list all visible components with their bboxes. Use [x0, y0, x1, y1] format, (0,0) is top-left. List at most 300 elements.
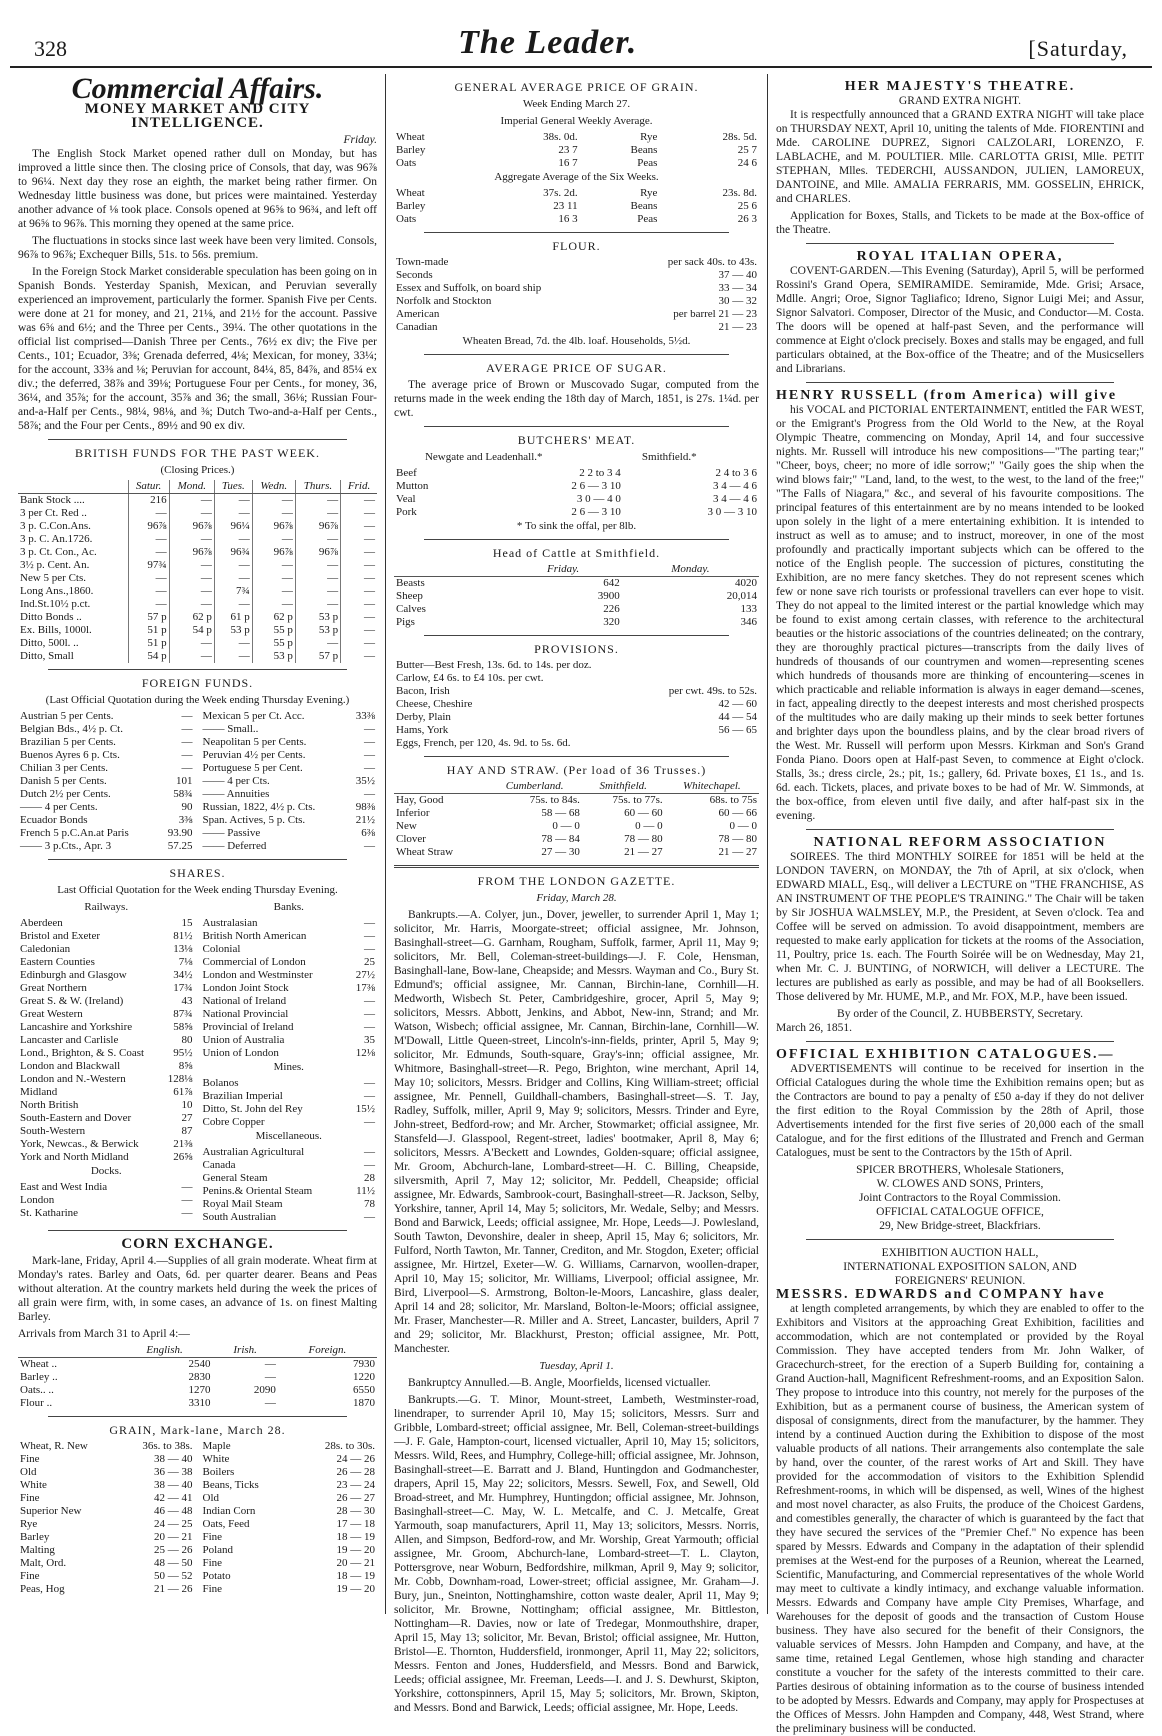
table-cell: — — [295, 585, 340, 598]
share-row — [18, 1194, 195, 1207]
table-cell: — — [128, 572, 169, 585]
table-cell: — — [252, 598, 295, 611]
provision-row — [394, 711, 759, 724]
foreign-fund-row — [201, 723, 378, 736]
money-market-para: The fluctuations in stocks since last week have been very limited. Consols, 96⅞ to 96⅞; Exchequer Bills, 51s. to 56s. premium. — [18, 235, 377, 261]
table-cell: 13⅛ — [173, 943, 193, 955]
table-cell: 54 p — [128, 650, 169, 663]
table-header-cell: Whitechapel. — [665, 780, 759, 794]
table-cell: 28s. to 30s. — [324, 1440, 375, 1452]
share-row — [18, 1151, 195, 1164]
table-cell: 58 — 68 — [541, 807, 580, 819]
table-header-cell — [18, 1344, 117, 1358]
grain-row — [201, 1453, 378, 1466]
table-cell: 87¾ — [173, 1008, 193, 1020]
table-cell: 23 7 — [558, 144, 578, 156]
row-label: —— Passive — [202, 827, 261, 839]
share-row — [201, 1172, 378, 1185]
gazette-date: Friday, March 28. — [536, 892, 617, 904]
table-cell: — — [341, 520, 377, 533]
row-label: Poland — [202, 1544, 234, 1556]
table-cell: 3⅜ — [178, 814, 193, 826]
money-market-para: The English Stock Market opened rather dull on Monday, but has improved a little since then. The closing price of Consols, that day, was 96⅞ to 96¼. Next day they rose an eighth, the market being rather firmer. On Wednesday little business was done, but prices were maintained. Yesterday another advance of ⅛ took place. Consols opened at 96⅝ to 96¾, and left off at 96⅝ to 96⅞. This morning they opened at the same price. — [18, 148, 377, 230]
grain-row — [18, 1440, 195, 1453]
fund-row — [18, 585, 377, 598]
table-cell: — — [364, 1021, 375, 1033]
table-cell: — — [264, 1358, 276, 1370]
table-cell: 6550 — [353, 1384, 375, 1396]
row-label: 3½ p. Cent. An. — [20, 559, 90, 571]
ad-line: FOREIGNERS' REUNION. — [894, 1275, 1026, 1287]
grain-row — [201, 1466, 378, 1479]
ad-subtitle: GRAND EXTRA NIGHT. — [898, 95, 1022, 107]
ad-line: SPICER BROTHERS, Wholesale Stationers, — [856, 1164, 1064, 1176]
row-label: Beans, Ticks — [202, 1479, 259, 1491]
grain-row — [18, 1544, 195, 1557]
row-label: London and N.-Western — [20, 1073, 126, 1085]
table-cell: 28 — 30 — [336, 1505, 375, 1517]
ad-her-majestys-theatre — [776, 80, 1144, 237]
grain-average-row — [394, 131, 759, 144]
table-cell: — — [128, 546, 169, 559]
arrival-row — [18, 1397, 377, 1410]
shares-group-title: Railways. — [84, 901, 129, 913]
table-header-cell — [394, 563, 504, 577]
foreign-fund-row — [18, 775, 195, 788]
grain-row — [201, 1479, 378, 1492]
row-label: Clover — [396, 833, 426, 845]
corn-exchange-heading: CORN EXCHANGE. — [121, 1236, 274, 1252]
table-cell: — — [341, 572, 377, 585]
table-cell: 7⅛ — [178, 956, 193, 968]
sugar-text: The average price of Brown or Muscovado Sugar, computed from the returns made in the week ending the 18th day of March, 1851, is 27s. 1¼d. per cwt. — [394, 379, 759, 419]
row-label: York and North Midland — [20, 1151, 129, 1163]
arrival-row — [18, 1384, 377, 1397]
table-cell: 18 — 19 — [336, 1570, 375, 1582]
share-row — [201, 1211, 378, 1224]
table-cell: — — [364, 943, 375, 955]
table-cell: 33⅜ — [355, 710, 375, 722]
table-cell: — — [169, 533, 214, 546]
table-cell: 16 3 — [558, 213, 578, 225]
grain-row — [18, 1570, 195, 1583]
row-label: —— Small.. — [202, 723, 259, 735]
row-label: Brazilian 5 per Cents. — [20, 736, 116, 748]
row-label: Fine — [20, 1492, 40, 1504]
table-cell: 21 — 27 — [718, 846, 757, 858]
grain-six-weeks-table — [394, 187, 759, 226]
divider — [48, 669, 347, 670]
shares-railways — [18, 917, 195, 1164]
table-cell: Peas — [637, 157, 658, 169]
grain-average-row — [394, 144, 759, 157]
table-cell: — — [181, 762, 193, 774]
table-cell: 96⅞ — [252, 546, 295, 559]
table-cell: — — [181, 710, 193, 722]
divider — [806, 1041, 1114, 1042]
table-cell: 57 p — [128, 611, 169, 624]
table-cell: 95½ — [173, 1047, 193, 1059]
table-header-cell: Friday. — [504, 563, 621, 577]
table-cell: — — [341, 637, 377, 650]
ad-signature: By order of the Council, Z. HUBBERSTY, Secretary. — [837, 1008, 1083, 1020]
table-cell: 20 — 21 — [154, 1531, 193, 1543]
table-cell: 1870 — [353, 1397, 375, 1409]
row-label: Barley — [396, 200, 426, 212]
table-cell: — — [252, 533, 295, 546]
table-header-cell: Irish. — [212, 1344, 277, 1358]
table-cell: 16 7 — [558, 157, 578, 169]
row-label: Union of London — [202, 1047, 279, 1059]
grain-row — [201, 1557, 378, 1570]
foreign-fund-row — [201, 840, 378, 853]
table-cell: 21 — 26 — [154, 1583, 193, 1595]
share-row — [18, 1086, 195, 1099]
table-cell: — — [364, 762, 375, 774]
share-row — [201, 1077, 378, 1090]
row-label: Provincial of Ireland — [202, 1021, 294, 1033]
row-label: Span. Actives, 5 p. Cts. — [202, 814, 306, 826]
table-cell: 38s. 0d. — [543, 131, 578, 143]
row-label: Beef — [396, 467, 417, 479]
share-row — [18, 930, 195, 943]
row-label: Wheat Straw — [396, 846, 454, 858]
table-cell: — — [341, 598, 377, 611]
table-cell: 62 p — [169, 611, 214, 624]
table-cell: Rye — [640, 187, 658, 199]
table-cell: — — [295, 572, 340, 585]
table-cell: — — [364, 995, 375, 1007]
table-cell: 642 — [603, 577, 620, 589]
row-label: Carlow, £4 6s. to £4 10s. per cwt. — [396, 672, 544, 684]
grain-average-sub: Week Ending March 27. — [522, 98, 631, 110]
table-cell: 96⅞ — [295, 520, 340, 533]
table-cell: — — [181, 1181, 193, 1193]
row-label: Oats — [396, 213, 417, 225]
provision-row — [394, 659, 759, 672]
table-cell: — — [169, 572, 214, 585]
arrivals-title: Arrivals from March 31 to April 4:— — [18, 1328, 190, 1340]
share-row — [201, 1146, 378, 1159]
table-cell: 17⅜ — [355, 982, 375, 994]
table-cell: 2090 — [253, 1384, 276, 1396]
flour-row — [394, 308, 759, 321]
row-label: Superior New — [20, 1505, 82, 1517]
table-cell: 56 — 65 — [718, 724, 757, 736]
table-cell: Beans — [630, 200, 658, 212]
ad-title: HER MAJESTY'S THEATRE. — [844, 79, 1076, 94]
table-cell: — — [364, 788, 375, 800]
table-cell: — — [264, 1371, 276, 1383]
row-label: Austrian 5 per Cents. — [20, 710, 114, 722]
table-cell — [644, 672, 759, 685]
divider — [806, 829, 1114, 830]
table-cell: 25 — 26 — [154, 1544, 193, 1556]
table-cell: 2830 — [188, 1371, 211, 1383]
share-row — [201, 1198, 378, 1211]
row-label: Edinburgh and Glasgow — [20, 969, 127, 981]
hay-heading: HAY AND STRAW. (Per load of 36 Trusses.) — [446, 763, 707, 777]
table-cell: 27 — [181, 1112, 193, 1124]
fund-row — [18, 572, 377, 585]
share-row — [18, 969, 195, 982]
table-cell: 133 — [740, 603, 757, 615]
grain-average-row — [394, 187, 759, 200]
table-header-cell: Satur. — [128, 480, 169, 494]
row-label: Malt, Ord. — [20, 1557, 67, 1569]
shares-docks — [18, 1181, 195, 1220]
table-cell: 23s. 8d. — [722, 187, 757, 199]
column-right — [767, 74, 1152, 1735]
grain-row — [201, 1518, 378, 1531]
table-cell: 81½ — [173, 930, 193, 942]
ad-exhibition-catalogues — [776, 1048, 1144, 1233]
grain-row — [18, 1453, 195, 1466]
table-cell: — — [214, 507, 252, 520]
table-header-cell: Thurs. — [295, 480, 340, 494]
money-market-heading: MONEY MARKET AND CITY INTELLIGENCE. — [84, 101, 311, 131]
ad-text: at length completed arrangements, by which they are enabled to offer to the Exhibitors and Visitors at the approaching Great Exhibition, facilities and accommodation, which are not contemplated or provided by the Royal Commission. They have accepted tenders from Mr. John Walker, of Gracechurch-street, for the erection of a Superb Building for, containing a Grand Auction-hall, Magnificent Refreshment-rooms, and an Exposition Salon. They propose to introduce into this country, not merely for the purposes of the Exhibition, but as a permanent course of business, the American system of disposal of consignments, direct from the manufacturer, by the hammer. They intend by a continued Auction during the Exhibition to dispose of the most valuable products of all nations. Their arrangements also contemplate the sale by hand, over the counter, of the rarest works of Art and Skill. They have provided for the accommodation of visitors to the Exhibition Splendid Refreshment-rooms, in which will be dispensed, as well, Wines of the highest and most novel character, as also Fruits, the produce of the Choicest Gardens, and comestibles generally, the character of which is guaranteed by the fact that they have secured the services of the "Premier Chef." No expence has been spared by Messrs. Edwards and Company in the adaptation of their splendid premises at the West-end for the purposes of a Reunion, whereat the Learned, Scientific, Manufacturing, and Commercial representatives of the whole World may meet to cultivate a kindly intimacy, and exchange valuable information. Messrs. Edwards and Company have ample City Premises, Wharfage, and Warehouses for the deposit of goods and the transaction of Custom House business. They have also secured for the benefit of their Consignors, the valuable services of Messrs. John Hampden and Company, and have, at the same time, retained Legal Gentlemen, whose high standing and character constitute a voucher for the safety of the interests committed to their care. Parties desirous of obtaining information as to the course of business intended to be adopted by Messrs. Edwards and Company, may apply for Prospectuses at the Offices of Messrs. John Hampden and Company, 448, West Strand, where the preliminary business will be conducted. — [776, 1303, 1144, 1735]
row-label: Fine — [202, 1583, 223, 1595]
table-cell: 93.90 — [167, 827, 193, 839]
table-cell: 30 — 32 — [718, 295, 757, 307]
row-label: Butter—Best Fresh, 13s. 6d. to 14s. per doz. — [396, 659, 592, 671]
table-cell: 44 — 54 — [718, 711, 757, 723]
ad-text: COVENT-GARDEN.—This Evening (Saturday), April 5, will be performed Rossini's Grand Opera, SEMIRAMIDE. Semiramide, Mde. Grisi; Arsace, Mdlle. Angri; Oroe, Signor Tagliafico; Idreno, Signor Luigi Mei; and Assur, Signor Salvatori. Composer, Director of the Music, and Conductor—M. Costa. The doors will be opened at half-past Seven, and the performance will commence at Eight o'clock precisely. Boxes and stalls may be engaged, and full particulars obtained, at the Box-office of the Theatre; and of the Musicsellers and Librarians. — [776, 265, 1144, 375]
arrivals-table — [18, 1344, 377, 1410]
table-cell: — — [128, 598, 169, 611]
row-label: Portuguese 5 per Cent. — [202, 762, 303, 774]
row-label: Rye — [20, 1518, 38, 1530]
table-cell: 50 — 52 — [154, 1570, 193, 1582]
table-cell: 1220 — [353, 1371, 375, 1383]
row-label: Fine — [202, 1557, 223, 1569]
table-cell: 12⅛ — [355, 1047, 375, 1059]
table-header-cell: Smithfield. — [582, 780, 665, 794]
table-cell: 2 6 — 3 10 — [571, 506, 621, 518]
table-header-cell: Mond. — [169, 480, 214, 494]
table-cell: 17 — 18 — [336, 1518, 375, 1530]
shares-subheading: Last Official Quotation for the Week ending Thursday Evening. — [57, 884, 338, 896]
table-cell: 51 p — [128, 624, 169, 637]
row-label: Pork — [396, 506, 417, 518]
grain-row — [18, 1583, 195, 1596]
table-cell: 96¼ — [214, 520, 252, 533]
table-cell: 19 — 20 — [336, 1583, 375, 1595]
table-cell: 62 p — [252, 611, 295, 624]
ad-title: ROYAL ITALIAN OPERA, — [856, 249, 1064, 264]
shares-group-title: Docks. — [90, 1165, 122, 1177]
row-label: Mutton — [396, 480, 429, 492]
table-cell: — — [295, 637, 340, 650]
row-label: Belgian Bds., 4½ p. Ct. — [20, 723, 123, 735]
row-label: London and Westminster — [202, 969, 313, 981]
table-cell: 3 0 — 4 0 — [576, 493, 621, 505]
foreign-funds-left — [18, 710, 195, 853]
flour-row — [394, 269, 759, 282]
table-cell: 90 — [181, 801, 193, 813]
table-header-cell — [18, 480, 128, 494]
row-label: South Australian — [202, 1211, 277, 1223]
grain-average-heading: GENERAL AVERAGE PRICE OF GRAIN. — [454, 80, 699, 94]
grain-weekly-table — [394, 131, 759, 170]
row-label: Australian Agricultural — [202, 1146, 305, 1158]
flour-table — [394, 256, 759, 334]
corn-exchange-para: Mark-lane, Friday, April 4.—Supplies of all grain moderate. Wheat firm at Monday's rates. Barley and Oats, 6d. per quarter dearer. Beans and Peas without alteration. At the country markets held during the week the prices of all grain were firm, with, in some cases, an advance of 1s. on finest Malting Barley. — [18, 1255, 377, 1323]
grain-row — [18, 1518, 195, 1531]
table-cell: 0 — 0 — [635, 820, 663, 832]
table-cell: — — [214, 494, 252, 508]
table-cell: — — [364, 1159, 375, 1171]
paper-title: The Leader. — [458, 24, 638, 61]
table-cell: 24 — 25 — [154, 1518, 193, 1530]
row-label: Union of Australia — [202, 1034, 285, 1046]
flour-heading: FLOUR. — [552, 239, 601, 253]
table-cell: 23 — 24 — [336, 1479, 375, 1491]
hay-row — [394, 807, 759, 820]
table-cell: 25 6 — [737, 200, 757, 212]
hay-row — [394, 833, 759, 846]
row-label: Buenos Ayres 6 p. Cts. — [20, 749, 120, 761]
foreign-fund-row — [18, 814, 195, 827]
column-left — [10, 74, 385, 1614]
row-label: Royal Mail Steam — [202, 1198, 283, 1210]
share-row — [201, 1159, 378, 1172]
row-label: Wheat, R. New — [20, 1440, 88, 1452]
row-label: Brazilian Imperial — [202, 1090, 283, 1102]
row-label: Great S. & W. (Ireland) — [20, 995, 124, 1007]
share-row — [201, 1103, 378, 1116]
row-label: Mexican 5 per Ct. Acc. — [202, 710, 305, 722]
fund-row — [18, 624, 377, 637]
meat-subheads — [394, 450, 759, 467]
table-cell: 55 p — [252, 637, 295, 650]
ad-date: March 26, 1851. — [776, 1022, 853, 1034]
table-cell: 33 — 34 — [718, 282, 757, 294]
table-cell: 8⅝ — [178, 1060, 193, 1072]
table-cell: 60 — 60 — [624, 807, 663, 819]
row-label: Oats, Feed — [202, 1518, 250, 1530]
table-cell: — — [364, 1146, 375, 1158]
share-row — [201, 969, 378, 982]
table-cell: 78 — 80 — [624, 833, 663, 845]
row-label: Hams, York — [396, 724, 449, 736]
share-row — [201, 982, 378, 995]
row-label: Bolanos — [202, 1077, 239, 1089]
fund-row — [18, 520, 377, 533]
table-cell: 18 — 19 — [336, 1531, 375, 1543]
table-cell — [644, 659, 759, 672]
foreign-fund-row — [18, 723, 195, 736]
table-cell: 320 — [603, 616, 620, 628]
table-cell: 0 — 0 — [729, 820, 757, 832]
fund-row — [18, 494, 377, 508]
row-label: Danish 5 per Cents. — [20, 775, 107, 787]
divider — [424, 426, 729, 427]
row-label: Colonial — [202, 943, 241, 955]
table-cell: per barrel 21 — 23 — [673, 308, 757, 320]
table-header-cell: Frid. — [341, 480, 377, 494]
table-cell: 57 p — [295, 650, 340, 663]
grain-row — [18, 1492, 195, 1505]
table-cell: — — [364, 1077, 375, 1089]
row-label: Bristol and Exeter — [20, 930, 101, 942]
row-label: Lancashire and Yorkshire — [20, 1021, 133, 1033]
share-row — [18, 995, 195, 1008]
table-cell: 36 — 38 — [154, 1466, 193, 1478]
ad-title: HENRY RUSSELL (from America) will give — [776, 388, 1118, 403]
grain-row — [201, 1583, 378, 1596]
table-cell: 1270 — [188, 1384, 211, 1396]
foreign-fund-row — [18, 710, 195, 723]
table-cell: — — [214, 533, 252, 546]
row-label: Eggs, French, per 120, 4s. 9d. to 5s. 6d. — [396, 737, 571, 749]
share-row — [201, 930, 378, 943]
share-row — [201, 1116, 378, 1129]
table-cell: 28s. 5d. — [722, 131, 757, 143]
ad-national-reform — [776, 836, 1144, 1035]
row-label: Barley — [20, 1531, 50, 1543]
row-label: Ditto, Small — [20, 650, 74, 662]
share-row — [201, 1185, 378, 1198]
row-label: Oats — [396, 157, 417, 169]
row-label: Wheat — [396, 131, 425, 143]
table-cell: 97¾ — [128, 559, 169, 572]
grain-row — [201, 1505, 378, 1518]
ad-line: W. CLOWES AND SONS, Printers, — [876, 1178, 1044, 1190]
ad-text: Application for Boxes, Stalls, and Tickets to be made at the Box-office of the Theatre. — [776, 210, 1144, 236]
row-label: Penins.& Oriental Steam — [202, 1185, 313, 1197]
grain-row — [18, 1531, 195, 1544]
hay-row — [394, 846, 759, 859]
row-label: Derby, Plain — [396, 711, 451, 723]
provision-row — [394, 685, 759, 698]
table-header-cell: Cumberland. — [487, 780, 581, 794]
table-cell: 21 — 27 — [624, 846, 663, 858]
row-label: Eastern Counties — [20, 956, 95, 968]
row-label: Norfolk and Stockton — [396, 295, 492, 307]
foreign-fund-row — [201, 814, 378, 827]
share-row — [18, 917, 195, 930]
foreign-fund-row — [18, 827, 195, 840]
table-cell: 36s. to 38s. — [142, 1440, 193, 1452]
row-label: Malting — [20, 1544, 55, 1556]
foreign-fund-row — [201, 762, 378, 775]
row-label: Chilian 3 per Cents. — [20, 762, 108, 774]
table-cell: 10 — [181, 1099, 193, 1111]
share-row — [18, 1047, 195, 1060]
table-cell: 2 4 to 3 6 — [715, 467, 757, 479]
meat-footnote: * To sink the offal, per 8lb. — [516, 520, 637, 532]
share-row — [201, 1034, 378, 1047]
table-cell: 2 6 — 3 10 — [571, 480, 621, 492]
table-cell: — — [169, 507, 214, 520]
table-cell: 0 — 0 — [552, 820, 580, 832]
row-label: Town-made — [396, 256, 449, 268]
table-cell: — — [364, 1116, 375, 1128]
table-cell — [644, 737, 759, 750]
grain-row — [201, 1492, 378, 1505]
row-label: Cobre Copper — [202, 1116, 265, 1128]
row-label: Great Western — [20, 1008, 83, 1020]
table-cell: 78 — 84 — [541, 833, 580, 845]
grain-row — [18, 1479, 195, 1492]
row-label: Ecuador Bonds — [20, 814, 88, 826]
divider — [48, 859, 347, 860]
share-row — [201, 1047, 378, 1060]
row-label: —— Deferred — [202, 840, 267, 852]
provisions-table — [394, 659, 759, 750]
